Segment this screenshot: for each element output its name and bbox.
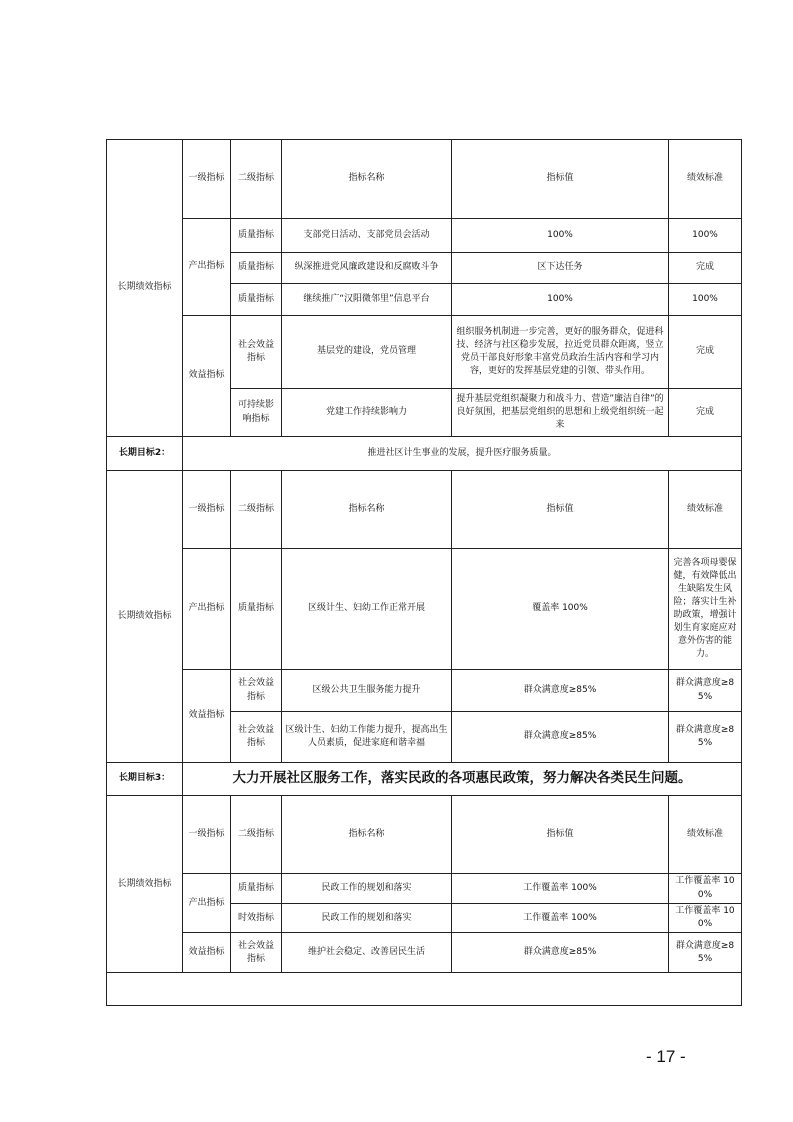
goal-label: 长期目标3： <box>107 763 183 796</box>
level2-cell: 质量指标 <box>231 219 282 253</box>
level2-cell: 质量指标 <box>231 284 282 316</box>
indicator-value: 工作覆盖率 100% <box>452 874 669 904</box>
header-level2: 二级指标 <box>231 796 282 874</box>
header-standard: 绩效标准 <box>669 471 742 549</box>
indicator-value: 100% <box>452 219 669 253</box>
header-name: 指标名称 <box>282 140 452 219</box>
indicator-standard: 100% <box>669 219 742 253</box>
indicator-name: 民政工作的规划和落实 <box>282 874 452 904</box>
level2-cell: 质量指标 <box>231 874 282 904</box>
indicator-value: 提升基层党组织凝聚力和战斗力、营造”廉洁自律”的良好氛围，把基层党组织的思想和上级党组织统一起来 <box>452 389 669 437</box>
level1-cell: 效益指标 <box>183 316 231 437</box>
header-level1: 一级指标 <box>183 140 231 219</box>
indicator-value: 组织服务机制进一步完善，更好的服务群众，促进科技、经济与社区稳步发展，拉近党员群众距离，竖立党员干部良好形象丰富党员政治生活内容和学习内容，更好的发挥基层党建的引领、带头作用。 <box>452 316 669 389</box>
level1-cell: 效益指标 <box>183 933 231 973</box>
indicator-standard: 100% <box>669 284 742 316</box>
indicator-standard: 完成 <box>669 389 742 437</box>
level2-cell: 质量指标 <box>231 549 282 670</box>
indicator-standard: 完成 <box>669 316 742 389</box>
indicator-name: 维护社会稳定、改善居民生活 <box>282 933 452 973</box>
header-name: 指标名称 <box>282 796 452 874</box>
header-standard: 绩效标准 <box>669 796 742 874</box>
indicator-name: 支部党日活动、支部党员会活动 <box>282 219 452 253</box>
indicator-value: 群众满意度≥85% <box>452 670 669 712</box>
indicator-name: 党建工作持续影响力 <box>282 389 452 437</box>
indicator-standard: 工作覆盖率 100% <box>669 904 742 933</box>
table-row <box>107 549 742 670</box>
header-standard: 绩效标准 <box>669 140 742 219</box>
table-row <box>107 933 742 973</box>
indicator-name: 基层党的建设，党员管理 <box>282 316 452 389</box>
indicator-value: 群众满意度≥85% <box>452 933 669 973</box>
level1-cell: 效益指标 <box>183 670 231 763</box>
goal-text: 大力开展社区服务工作，落实民政的各项惠民政策，努力解决各类民生问题。 <box>183 763 742 796</box>
indicator-standard: 群众满意度≥85% <box>669 712 742 763</box>
indicator-standard: 群众满意度≥85% <box>669 670 742 712</box>
header-level1: 一级指标 <box>183 471 231 549</box>
header-value: 指标值 <box>452 471 669 549</box>
level2-cell: 可持续影响指标 <box>231 389 282 437</box>
header-value: 指标值 <box>452 140 669 219</box>
performance-indicator-table <box>106 139 742 1006</box>
level1-cell: 产出指标 <box>183 549 231 670</box>
level2-cell: 社会效益指标 <box>231 933 282 973</box>
indicator-value: 群众满意度≥85% <box>452 712 669 763</box>
empty-row <box>107 973 742 1006</box>
indicator-name: 民政工作的规划和落实 <box>282 904 452 933</box>
indicator-standard: 工作覆盖率 100% <box>669 874 742 904</box>
indicator-value: 工作覆盖率 100% <box>452 904 669 933</box>
header-level2: 二级指标 <box>231 140 282 219</box>
header-value: 指标值 <box>452 796 669 874</box>
goal-text: 推进社区计生事业的发展，提升医疗服务质量。 <box>183 437 742 471</box>
indicator-standard: 完善各项母婴保健，有效降低出生缺陷发生风险；落实计生补助政策，增强计划生育家庭应对意外伤害的能力。 <box>669 549 742 670</box>
level2-cell: 社会效益指标 <box>231 670 282 712</box>
table-row <box>107 874 742 904</box>
level2-cell: 社会效益指标 <box>231 712 282 763</box>
indicator-value: 覆盖率 100% <box>452 549 669 670</box>
level2-cell: 社会效益指标 <box>231 316 282 389</box>
level1-cell: 产出指标 <box>183 219 231 316</box>
empty-cell <box>107 973 742 1006</box>
goal-row <box>107 763 742 796</box>
indicator-name: 纵深推进党风廉政建设和反腐败斗争 <box>282 253 452 284</box>
goal-label: 长期目标2： <box>107 437 183 471</box>
level2-cell: 质量指标 <box>231 253 282 284</box>
table-header-row <box>107 471 742 549</box>
page-number: - 17 - <box>646 1047 686 1066</box>
indicator-value: 100% <box>452 284 669 316</box>
indicator-standard: 群众满意度≥85% <box>669 933 742 973</box>
level2-cell: 时效指标 <box>231 904 282 933</box>
table-row <box>107 316 742 389</box>
side-label: 长期绩效指标 <box>107 796 183 973</box>
table-header-row <box>107 796 742 874</box>
table-row <box>107 670 742 712</box>
indicator-name: 区级公共卫生服务能力提升 <box>282 670 452 712</box>
goal-row <box>107 437 742 471</box>
header-level1: 一级指标 <box>183 796 231 874</box>
side-label: 长期绩效指标 <box>107 140 183 437</box>
header-name: 指标名称 <box>282 471 452 549</box>
header-level2: 二级指标 <box>231 471 282 549</box>
table-header-row <box>107 140 742 219</box>
indicator-standard: 完成 <box>669 253 742 284</box>
indicator-name: 区级计生、妇幼工作能力提升，提高出生人员素质，促进家庭和谐幸福 <box>282 712 452 763</box>
level1-cell: 产出指标 <box>183 874 231 933</box>
indicator-name: 区级计生、妇幼工作正常开展 <box>282 549 452 670</box>
table-row <box>107 219 742 253</box>
indicator-value: 区下达任务 <box>452 253 669 284</box>
side-label: 长期绩效指标 <box>107 471 183 763</box>
indicator-name: 继续推广“汉阳微邻里”信息平台 <box>282 284 452 316</box>
